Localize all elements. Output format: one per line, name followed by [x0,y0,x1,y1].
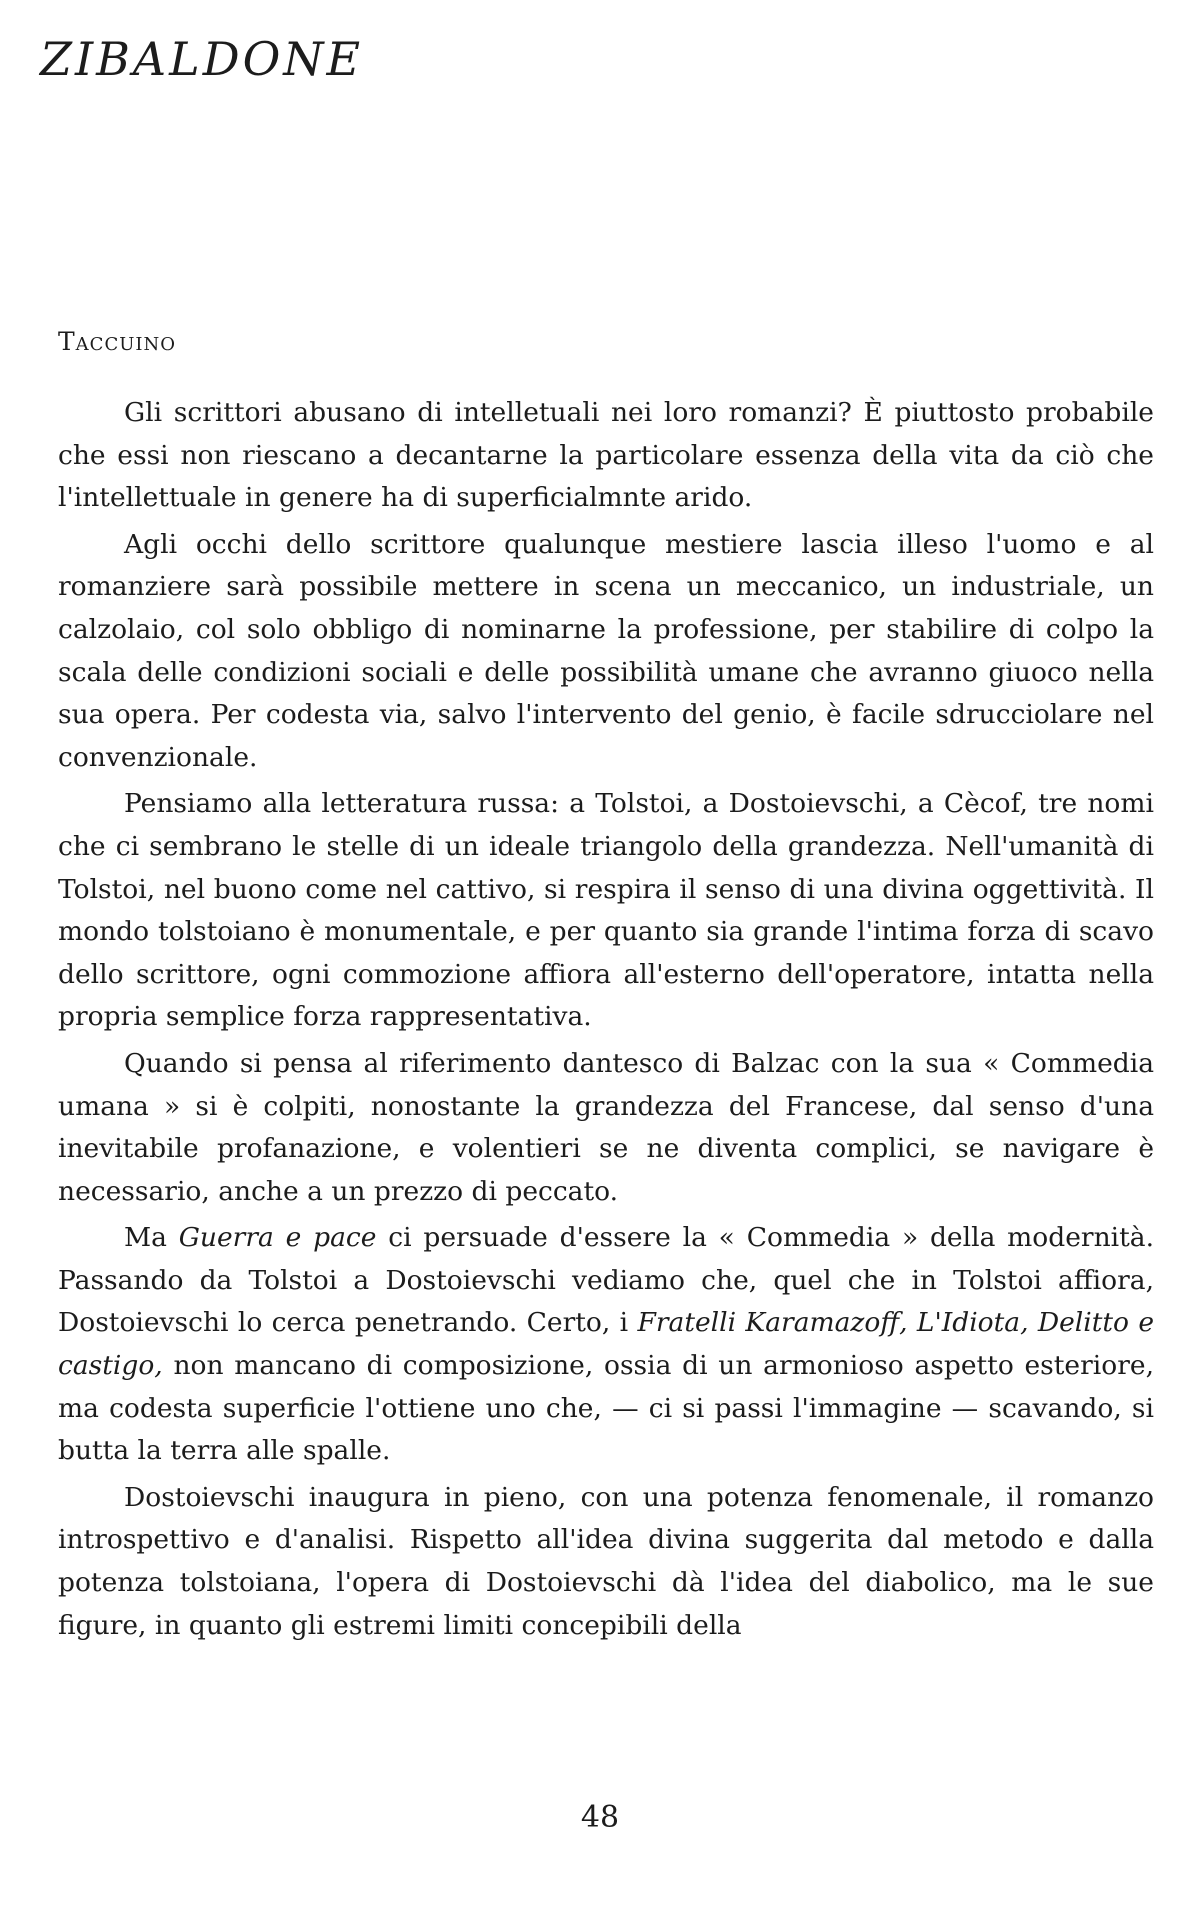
paragraph-5-text-b: ci persuade d'essere la « Commedia » della modernità. Passando da Tolstoi a Dostoievschi vediamo che, quel che in Tolstoi affiora, Dostoievschi lo cerca penetrando. Certo, i [58,1222,1154,1339]
paragraph-5 [58,1217,1154,1473]
paragraph-3: Pensiamo alla letteratura russa: a Tolstoi, a Dostoievschi, a Cècof, tre nomi che ci sembrano le stelle di un ideale triangolo della grandezza. Nell'umanità di Tolstoi, nel buono come nel cattivo, si respira il senso di una divina oggettività. Il mondo tolstoiano è monumentale, e per quanto sia grande l'intima forza di scavo dello scrittore, ogni commozione affiora all'esterno dell'operatore, intatta nella propria semplice forza rappresentativa. [58,788,1154,1033]
page-number: 48 [580,1800,620,1835]
body-text [58,392,1154,1651]
book-titles-dostoievschi: Fratelli Karamazoff, L'Idiota, Delitto e castigo, [58,1307,1155,1382]
paragraph-1: Gli scrittori abusano di intelletuali nei loro romanzi? È piuttosto probabile che essi non riescano a decantarne la particolare essenza della vita da ciò che l'intellettuale in genere ha di superficialmnte arido. [58,397,1154,514]
paragraph-5-text-c: non mancano di composizione, ossia di un armonioso aspetto esteriore, ma codesta superficie l'ottiene uno che, — ci si passi l'immagine — scavando, si butta la terra alle spalle. [58,1350,1154,1467]
section-title: Taccuino [58,327,177,356]
paragraph-4: Quando si pensa al riferimento dantesco di Balzac con la sua « Commedia umana » si è colpiti, nonostante la grandezza del Francese, dal senso d'una inevitabile profanazione, e volentieri se ne diventa complici, se navigare è necessario, anche a un prezzo di peccato. [58,1047,1154,1207]
paragraph-2: Agli occhi dello scrittore qualunque mestiere lascia illeso l'uomo e al romanziere sarà possibile mettere in scena un meccanico, un industriale, un calzolaio, col solo obbligo di nominarne la professione, per stabilire di colpo la scala delle condizioni sociali e delle possibilità umane che avranno giuoco nella sua opera. Per codesta via, salvo l'intervento del genio, è facile sdrucciolare nel convenzionale. [58,528,1154,773]
running-head: ZIBALDONE [40,32,364,86]
paragraph-6: Dostoievschi inaugura in pieno, con una potenza fenomenale, il romanzo introspettivo e d'analisi. Rispetto all'idea divina suggerita dal metodo e dalla potenza tolstoiana, l'opera di Dostoievschi dà l'idea del diabolico, ma le sue figure, in quanto gli estremi limiti concepibili della [58,1481,1154,1641]
book-title-guerra-e-pace: Guerra e pace [178,1222,377,1254]
paragraph-5-text-a: Ma [124,1222,179,1254]
